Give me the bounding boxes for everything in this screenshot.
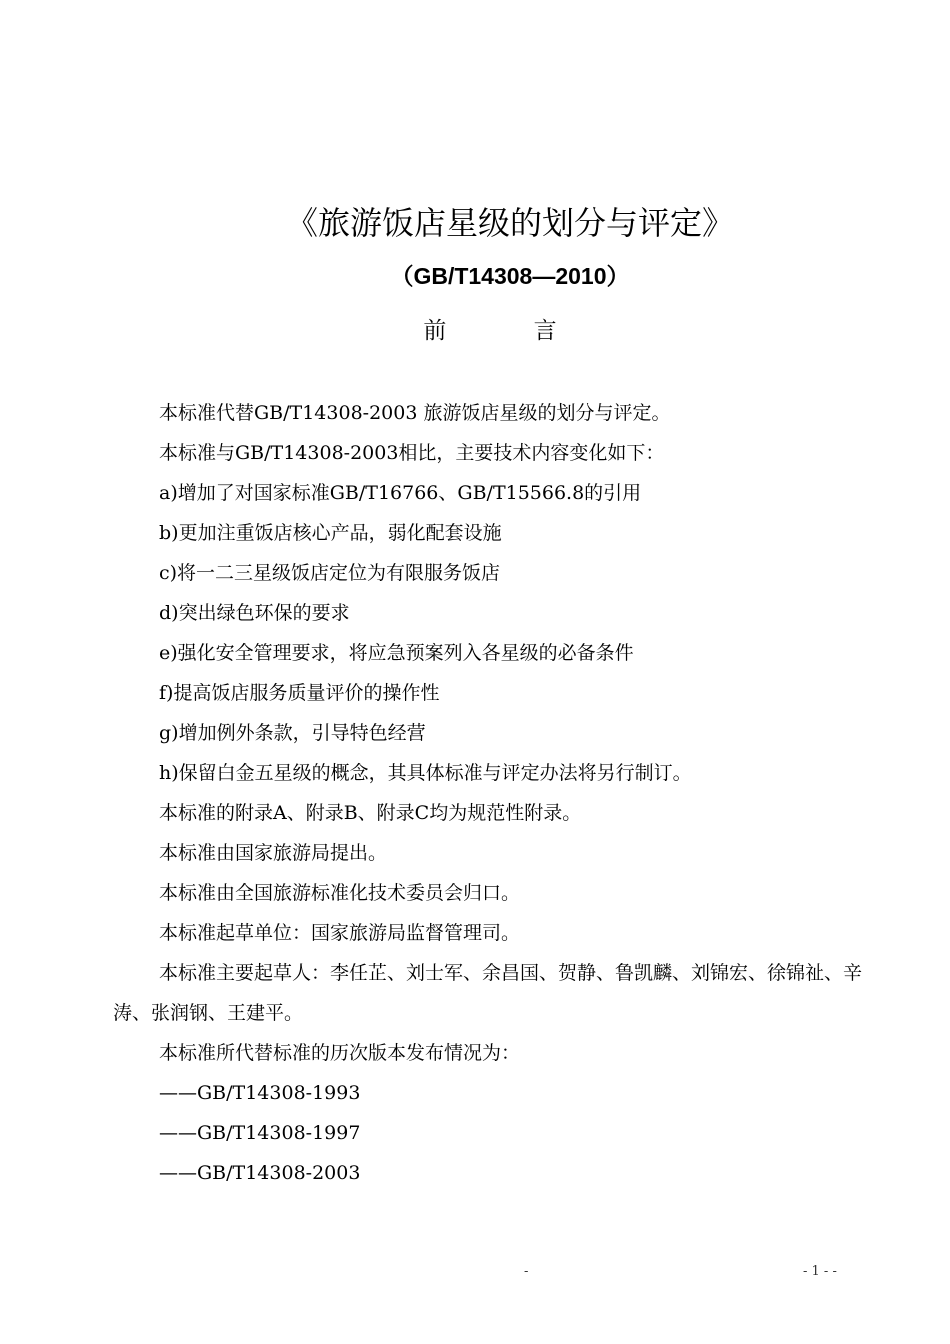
paragraph: 本标准所代替标准的历次版本发布情况为：	[159, 1042, 521, 1064]
paragraph: 本标准与GB/T14308-2003相比，主要技术内容变化如下：	[159, 442, 665, 464]
standard-code: （GB/T14308—2010）	[390, 263, 630, 289]
list-item: b)更加注重饭店核心产品，弱化配套设施	[159, 522, 502, 544]
document-body	[113, 393, 873, 1193]
list-item: h)保留白金五星级的概念，其具体标准与评定办法将另行制订。	[159, 762, 692, 784]
list-item: c)将一二三星级饭店定位为有限服务饭店	[159, 562, 501, 584]
list-item: e)强化安全管理要求，将应急预案列入各星级的必备条件	[159, 642, 634, 664]
paragraph: 本标准主要起草人：李任芷、刘士军、余昌国、贺静、鲁凯麟、刘锦宏、徐锦祉、辛涛、张润钢、王建平。	[113, 962, 863, 1024]
version-item: ——GB/T14308-1993	[159, 1082, 361, 1104]
version-item: ——GB/T14308-1997	[159, 1122, 361, 1144]
version-item: ——GB/T14308-2003	[159, 1162, 361, 1184]
document-title: 《旅游饭店星级的划分与评定》	[285, 204, 734, 242]
paragraph: 本标准代替GB/T14308-2003 旅游饭店星级的划分与评定。	[159, 402, 671, 424]
list-item: a)增加了对国家标准GB/T16766、GB/T15566.8的引用	[159, 482, 642, 504]
paragraph: 本标准由国家旅游局提出。	[159, 842, 388, 864]
list-item: g)增加例外条款，引导特色经营	[159, 722, 426, 744]
page-number: - 1 - -	[803, 1264, 837, 1279]
paragraph: 本标准起草单位：国家旅游局监督管理司。	[159, 922, 521, 944]
paragraph: 本标准的附录A、附录B、附录C均为规范性附录。	[159, 802, 582, 824]
footer-dot: -	[524, 1264, 529, 1279]
preface-heading: 前 言	[423, 318, 597, 344]
list-item: d)突出绿色环保的要求	[159, 602, 350, 624]
paragraph: 本标准由全国旅游标准化技术委员会归口。	[159, 882, 521, 904]
list-item: f)提高饭店服务质量评价的操作性	[159, 682, 440, 704]
